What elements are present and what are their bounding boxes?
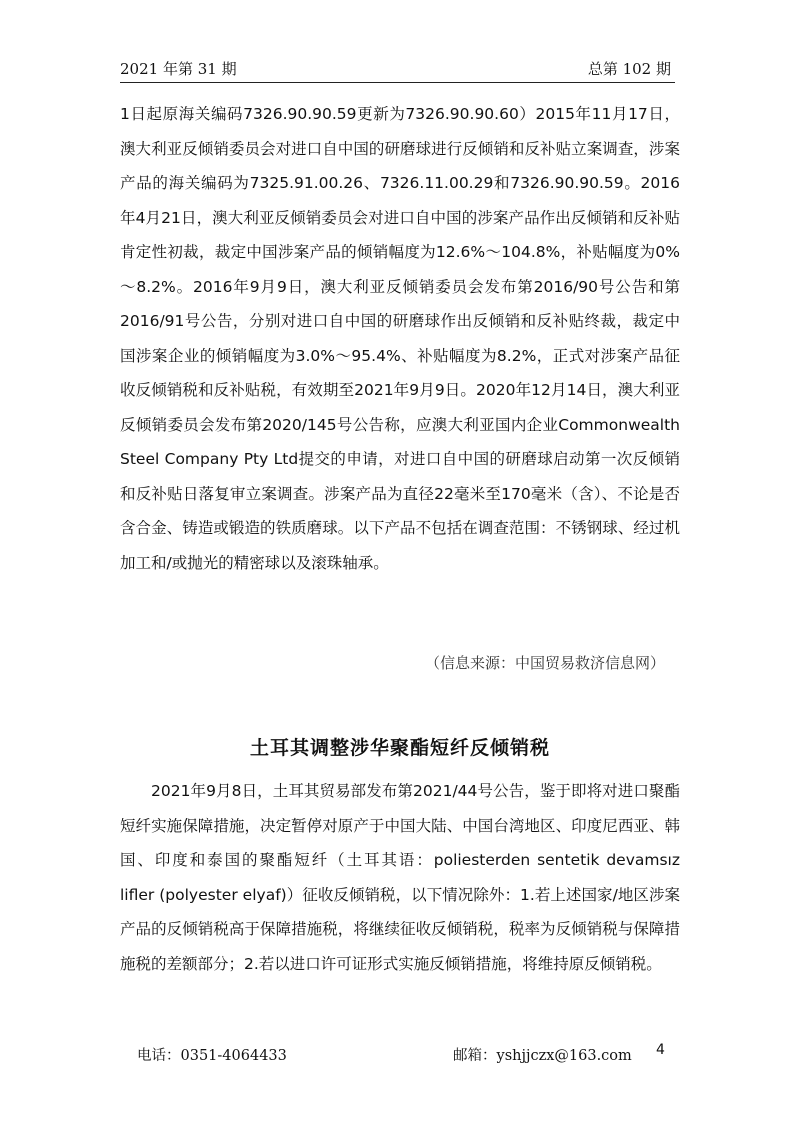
article-2-title: 土耳其调整涉华聚酯短纤反倾销税 xyxy=(249,737,550,759)
page-number: 4 xyxy=(656,1042,665,1058)
total-issue-number: 总第 102 期 xyxy=(587,60,671,78)
article-1-body: 1日起原海关编码7326.90.90.59更新为7326.90.90.60）2015年11月17日，澳大利亚反倾销委员会对进口自中国的研磨球进行反倾销和反补贴立案调查，涉案产品的海关编码为7325.91.00.26、7326.11.00.29和7326.90.90.59。2016年4月21日，澳大利亚反倾销委员会对进口自中国的涉案产品作出反倾销和反补贴肯定性初裁，裁定中国涉案产品的倾销幅度为12.6%～104.8%，补贴幅度为0%～8.2%。2016年9月9日，澳大利亚反倾销委员会发布第2016/90号公告和第2016/91号公告，分别对进口自中国的研磨球作出反倾销和反补贴终裁，裁定中国涉案企业的倾销幅度为3.0%～95.4%、补贴幅度为8.2%，正式对涉案产品征收反倾销税和反补贴税，有效期至2021年9月9日。2020年12月14日，澳大利亚反倾销委员会发布第2020/145号公告称，应澳大利亚国内企业Commonwealth Steel Company Pty Ltd提交的申请，对进口自中国的研磨球启动第一次反倾销和反补贴日落复审立案调查。涉案产品为直径22毫米至170毫米（含）、不论是否含合金、铸造或锻造的铁质磨球。以下产品不包括在调查范围：不锈钢球、经过机加工和/或抛光的精密球以及滚珠轴承。 xyxy=(120,105,680,572)
footer-phone: 电话：0351-4064433 xyxy=(137,1048,287,1064)
article-2-body: 2021年9月8日，土耳其贸易部发布第2021/44号公告，鉴于即将对进口聚酯短纤实施保障措施，决定暂停对原产于中国大陆、中国台湾地区、印度尼西亚、韩国、印度和泰国的聚酯短纤（土耳其语：poliesterden sentetik devamsız lifler (polyester elyaf)）征收反倾销税，以下情况除外：1.若上述国家/地区涉案产品的反倾销税高于保障措施税，将继续征收反倾销税，税率为反倾销税与保障措施税的差额部分；2.若以进口许可证形式实施反倾销措施，将维持原反倾销税。 xyxy=(120,782,680,973)
issue-number: 2021 年第 31 期 xyxy=(120,60,237,78)
footer-email: 邮箱：yshjjczx@163.com xyxy=(453,1048,632,1064)
page-header xyxy=(120,56,675,83)
article-1-source: （信息来源：中国贸易救济信息网） xyxy=(424,654,665,672)
